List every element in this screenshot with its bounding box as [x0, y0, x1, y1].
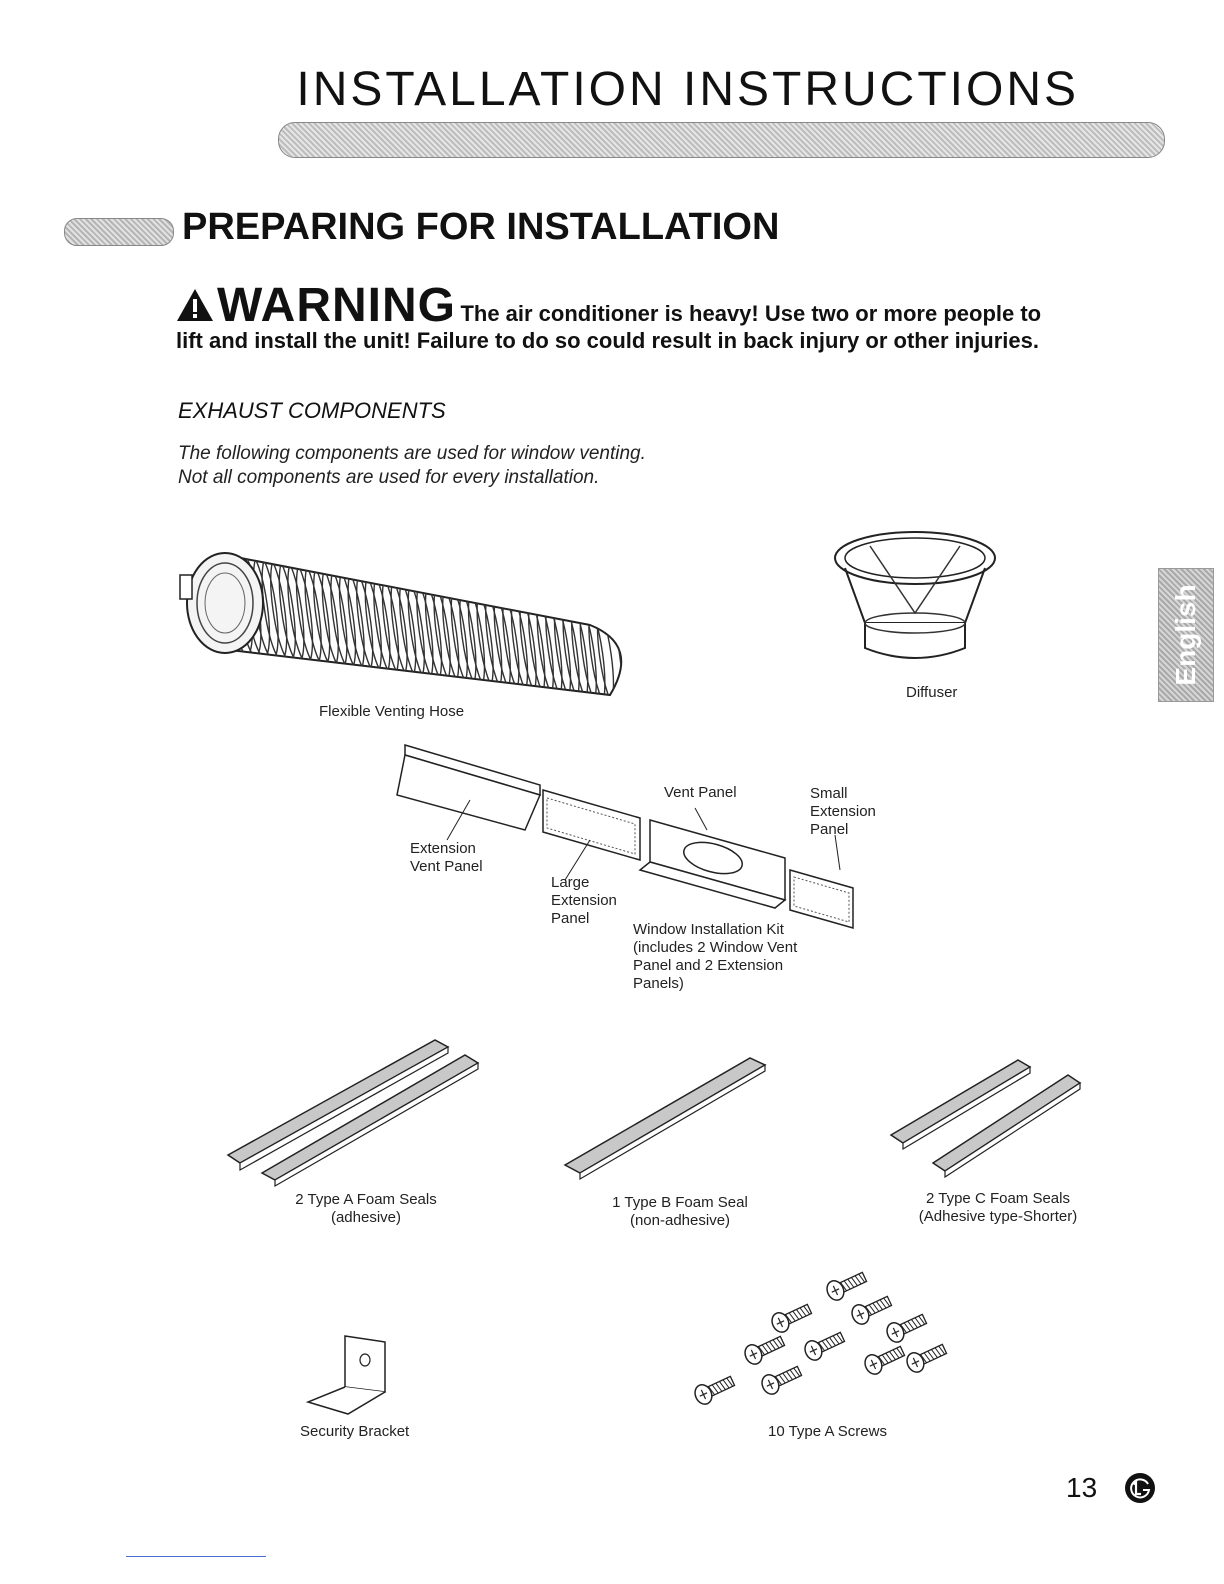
window-kit-line-2: (includes 2 Window Vent — [633, 939, 798, 956]
title-decor-bar — [278, 122, 1165, 158]
section-decor-pill — [64, 218, 174, 246]
security-bracket-illustration — [300, 1332, 400, 1417]
hose-label: Flexible Venting Hose — [319, 703, 465, 720]
screw-icon — [824, 1268, 869, 1303]
seal-b-label — [590, 1194, 770, 1230]
intro-line-1: The following components are used for window venting. — [178, 443, 646, 464]
small-ext-panel-line-1: Small — [810, 785, 848, 802]
language-tab — [1158, 568, 1214, 702]
diffuser-label: Diffuser — [906, 684, 958, 701]
ext-vent-panel-line-1: Extension — [410, 840, 476, 857]
foam-seals-c-illustration — [888, 1055, 1088, 1185]
screw-icon — [849, 1292, 894, 1327]
seal-a-label — [276, 1191, 456, 1227]
page-title: INSTALLATION INSTRUCTIONS — [296, 63, 1079, 116]
warning-text-1: The air conditioner is heavy! Use two or more people to — [460, 301, 1042, 326]
diffuser-illustration — [830, 528, 1000, 668]
screw-icon — [862, 1342, 907, 1377]
large-ext-panel-line-3: Panel — [551, 910, 590, 927]
screws-label: 10 Type A Screws — [768, 1423, 887, 1440]
large-ext-panel-line-1: Large — [551, 874, 590, 891]
small-ext-panel-line-3: Panel — [810, 821, 849, 838]
page-number: 13 — [1066, 1472, 1098, 1503]
window-kit-illustration — [395, 740, 865, 930]
large-ext-panel-line-2: Extension — [551, 892, 617, 909]
seal-a-line-1: 2 Type A Foam Seals — [295, 1191, 437, 1208]
exhaust-intro — [178, 442, 646, 490]
intro-line-2: Not all components are used for every installation. — [178, 467, 600, 488]
screw-icon — [802, 1328, 847, 1363]
lg-logo-icon — [1124, 1472, 1156, 1504]
footer-rule — [126, 1556, 266, 1557]
seal-b-line-2: (non-adhesive) — [629, 1212, 731, 1229]
warning-triangle-icon — [175, 287, 215, 328]
seal-a-line-2: (adhesive) — [330, 1209, 402, 1226]
warning-word: WARNING — [217, 279, 456, 332]
vent-panel-label: Vent Panel — [664, 784, 737, 801]
foam-seal-b-illustration — [560, 1055, 770, 1180]
window-kit-line-4: Panels) — [633, 975, 684, 992]
ext-vent-panel-line-2: Vent Panel — [410, 858, 483, 875]
foam-seals-a-illustration — [220, 1035, 485, 1185]
screw-icon — [884, 1310, 929, 1345]
exhaust-heading: EXHAUST COMPONENTS — [178, 398, 446, 423]
screw-icon — [769, 1300, 814, 1335]
seal-c-line-1: 2 Type C Foam Seals — [926, 1190, 1070, 1207]
seal-c-label — [898, 1190, 1098, 1226]
screw-icon — [904, 1340, 949, 1375]
screw-icon — [759, 1362, 804, 1397]
screws-illustration — [680, 1275, 970, 1425]
window-kit-line-1: Window Installation Kit — [633, 921, 784, 938]
small-ext-panel-label — [810, 785, 876, 839]
small-ext-panel-line-2: Extension — [810, 803, 876, 820]
window-kit-line-3: Panel and 2 Extension — [633, 957, 784, 974]
bracket-label: Security Bracket — [300, 1423, 410, 1440]
warning-line-1 — [175, 278, 1041, 333]
screw-icon — [692, 1372, 737, 1407]
language-tab-label: English — [1170, 584, 1201, 686]
ext-vent-panel-label — [410, 840, 483, 876]
large-ext-panel-label — [551, 874, 617, 928]
window-kit-label — [633, 921, 797, 993]
seal-b-line-1: 1 Type B Foam Seal — [612, 1194, 748, 1211]
venting-hose-illustration — [170, 535, 640, 715]
screw-icon — [742, 1332, 787, 1367]
seal-c-line-2: (Adhesive type-Shorter) — [918, 1208, 1078, 1225]
section-title: PREPARING FOR INSTALLATION — [182, 206, 780, 248]
warning-text-2: lift and install the unit! Failure to do so could result in back injury or other injuries. — [176, 328, 1039, 353]
